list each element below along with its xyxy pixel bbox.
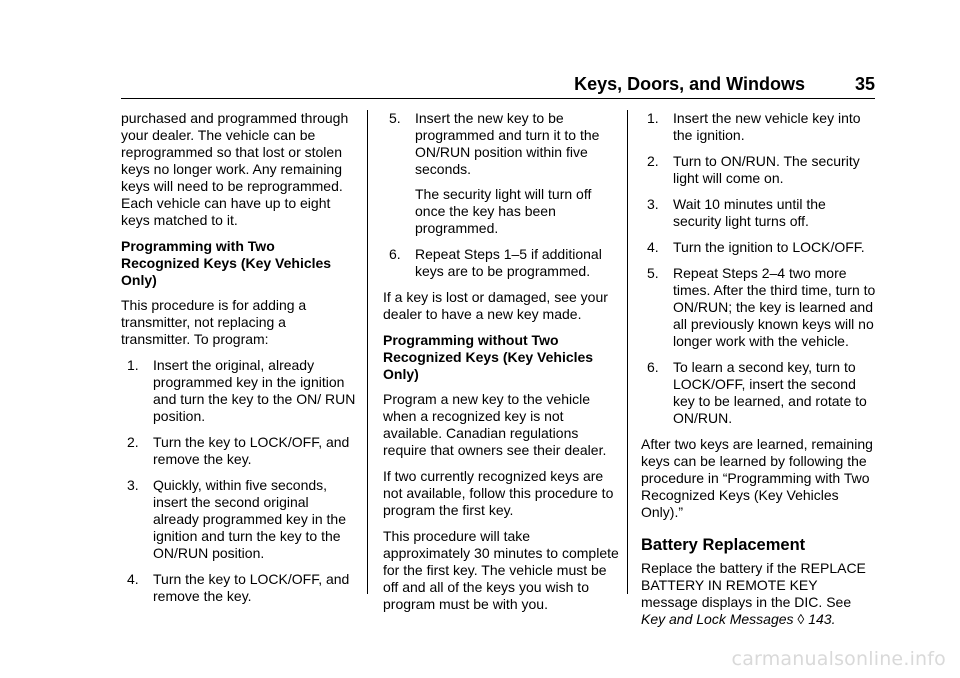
list-item: [383, 246, 619, 280]
list-item: [121, 571, 357, 605]
list-item: [641, 265, 877, 350]
paragraph: This procedure is for adding a transmitter, not replacing a transmitter. To program:: [121, 297, 307, 347]
step-number: 5.: [389, 110, 401, 126]
column-1: [121, 110, 357, 614]
paragraph-text: Replace the battery if the REPLACE BATTERY IN REMOTE KEY message displays in the DIC. See: [641, 560, 866, 610]
section-heading: Programming with Two Recognized Keys (Key Vehicles Only): [121, 238, 332, 288]
step-text: Wait 10 minutes until the security light turns off.: [673, 196, 826, 229]
step-number: 1.: [647, 110, 659, 126]
step-text: Insert the new key to be programmed and turn it to the ON/RUN position within five seconds.: [415, 110, 600, 177]
list-item: [641, 153, 877, 187]
step-number: 4.: [127, 571, 139, 587]
page-ref-icon: ◊: [797, 611, 805, 627]
step-note: The security light will turn off once the key has been programmed.: [415, 186, 592, 236]
intro-paragraph: purchased and programmed through your dealer. The vehicle can be reprogrammed so that lost or stolen keys no longer work. Any remaining keys will need to be reprogrammed. Each vehicle can have up to eight keys matched to it.: [121, 110, 349, 228]
list-item: [121, 477, 357, 562]
paragraph: This procedure will take approximately 30 minutes to complete for the first key. The vehicle must be off and all of the keys you wish to program must be with you.: [383, 528, 619, 612]
paragraph: If a key is lost or damaged, see your dealer to have a new key made.: [383, 289, 608, 322]
step-text: Insert the original, already programmed key in the ignition and turn the key to the ON/ RUN position.: [153, 357, 356, 424]
page-header: [121, 74, 875, 98]
list-item: [641, 110, 877, 144]
section-heading: Battery Replacement: [641, 536, 806, 554]
section-title: Keys, Doors, and Windows: [574, 74, 805, 94]
step-number: 6.: [389, 246, 401, 262]
step-text: Repeat Steps 1–5 if additional keys are to be programmed.: [415, 246, 602, 279]
column-3: [641, 110, 877, 637]
step-number: 2.: [647, 153, 659, 169]
step-number: 5.: [647, 265, 659, 281]
watermark: carmanualsonline.info: [731, 648, 946, 670]
page-number: 35: [854, 74, 875, 94]
step-text: Turn the key to LOCK/OFF, and remove the key.: [153, 434, 350, 467]
column-divider-2: [627, 110, 628, 594]
paragraph: Program a new key to the vehicle when a recognized key is not available. Canadian regulations require that owners see their dealer.: [383, 391, 607, 458]
section-heading: Programming without Two Recognized Keys (Key Vehicles Only): [383, 332, 594, 382]
step-number: 3.: [127, 477, 139, 493]
step-number: 4.: [647, 239, 659, 255]
list-item: [121, 357, 357, 425]
step-text: Insert the new vehicle key into the ignition.: [673, 110, 861, 143]
header-rule: [121, 98, 875, 99]
paragraph: After two keys are learned, remaining keys can be learned by following the procedure in “Programming with Two Recognized Keys (Key Vehicles Only).”: [641, 436, 873, 520]
step-number: 6.: [647, 359, 659, 375]
step-text: Turn the key to LOCK/OFF, and remove the key.: [153, 571, 350, 604]
step-number: 2.: [127, 434, 139, 450]
paragraph: If two currently recognized keys are not available, follow this procedure to program the first key.: [383, 468, 614, 518]
column-2: [383, 110, 619, 622]
step-number: 3.: [647, 196, 659, 212]
list-item: [641, 196, 877, 230]
step-text: Repeat Steps 2–4 two more times. After the third time, turn to ON/RUN; the key is learned and all previously known keys will no longer work with the vehicle.: [673, 265, 876, 349]
step-number: 1.: [127, 357, 139, 373]
list-item: [383, 110, 619, 237]
column-divider-1: [367, 110, 368, 594]
paragraph: [641, 560, 877, 628]
cross-reference-page[interactable]: 143.: [808, 611, 836, 627]
cross-reference-link[interactable]: Key and Lock Messages: [641, 611, 794, 627]
step-text: Turn the ignition to LOCK/OFF.: [673, 239, 865, 255]
list-item: [641, 239, 877, 256]
step-text: Quickly, within five seconds, insert the second original already programmed key in the ignition and turn the key to the ON/RUN position.: [153, 477, 346, 561]
list-item: [121, 434, 357, 468]
step-text: Turn to ON/RUN. The security light will come on.: [673, 153, 860, 186]
step-text: To learn a second key, turn to LOCK/OFF, insert the second key to be learned, and rotate to ON/RUN.: [673, 359, 867, 426]
list-item: [641, 359, 877, 427]
